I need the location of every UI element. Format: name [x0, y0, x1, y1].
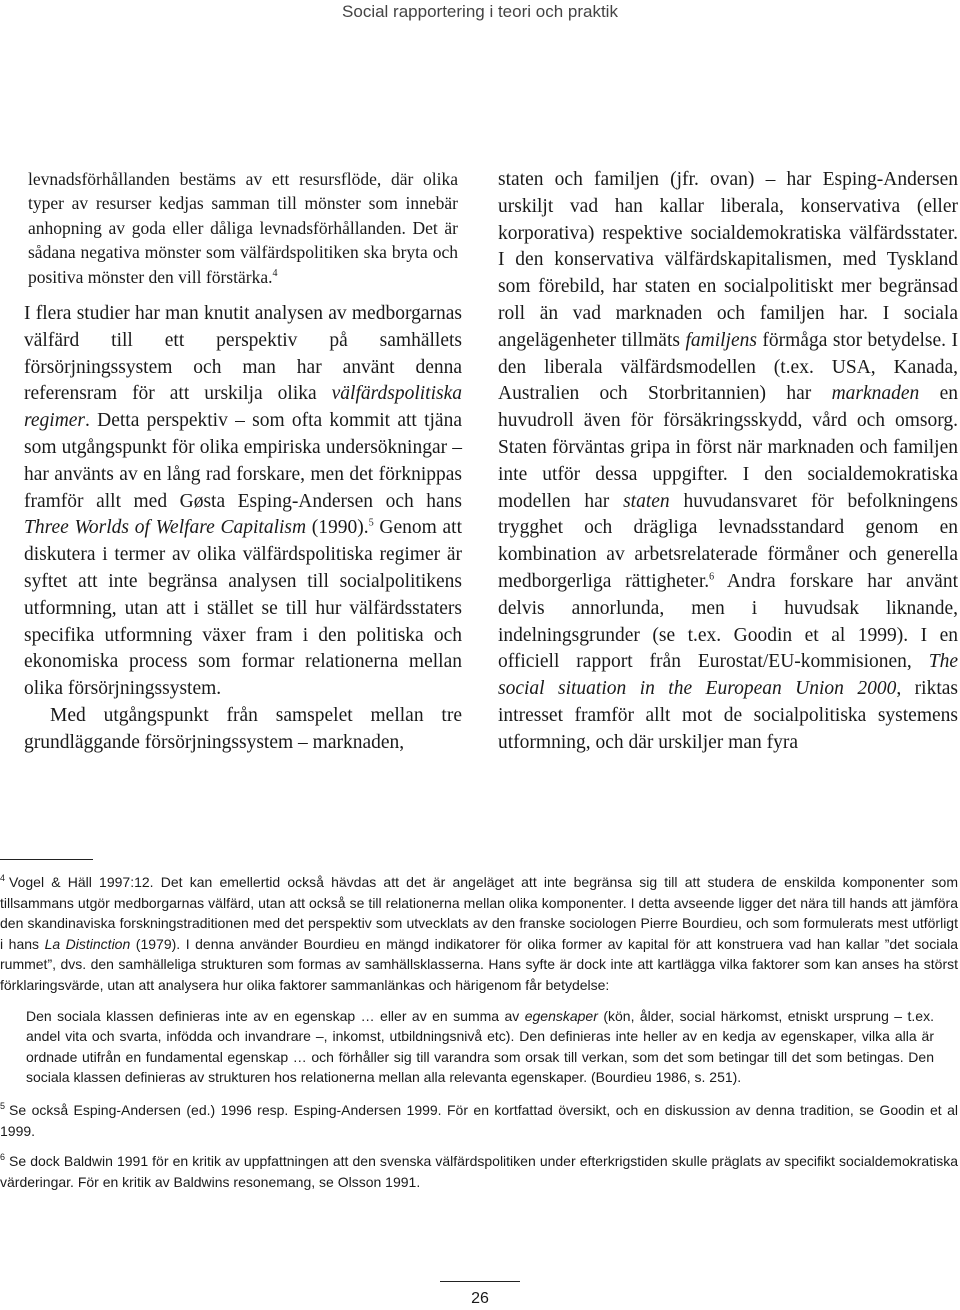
footnote-4: [0, 872, 958, 996]
paragraph-text: huvudansvaret för befolkningens trygghet och drägliga levnadsstandard genom en kombination av arbetsrelaterade förmåner och generella medborgerliga rättigheter.: [498, 490, 958, 592]
page-number-rule: [440, 1281, 520, 1282]
paragraph-text: , riktas intresset framför allt mot de socialpolitiska systemens utformning, och där urskiljer man fyra: [498, 678, 958, 753]
footnote-6: [0, 1151, 958, 1192]
block-quote: [28, 167, 458, 289]
book-title: La Distinction: [44, 935, 131, 952]
paragraph-text: I flera studier har man knutit analysen av medborgarnas välfärd till ett perspektiv på samhällets försörjningssystem och man har använt denna referensram för att urskilja olika: [24, 303, 462, 405]
footnote-5: [0, 1100, 958, 1141]
emphasis-staten: staten: [623, 490, 670, 512]
paragraph-text: (1990).: [306, 517, 369, 539]
quote-text: (kön, ålder, social härkomst, etniskt ursprung – t.ex. andel vita och svarta, infödda och invandrare –, inkomst, utbildningsnivå etc). Den definieras inte heller av en kedja av egenskaper, vilka alla är ordnade utifrån en fundamental egenskap … och förhåller sig till varandra som orsak till verkan, som det som betingar till det som betingas. Den sociala klassen definieras av strukturen hos relationerna mellan alla relevanta egenskaper. (Bourdieu 1986, s. 251).: [26, 1007, 934, 1086]
paragraph-text: staten och familjen (jfr. ovan) – har Esping-Andersen urskiljt vad han kallar liberala, konservativa (eller korporativa) respektive socialdemokratiska välfärdsstater. I den konservativa välfärdskapitalismen, med Tyskland som förebild, har staten en socialpolitiskt mer begränsad roll än vad marknaden och familjen har. I sociala angelägenheter tillmäts: [498, 169, 958, 351]
emphasis-term: välfärdspolitiska regimer: [24, 383, 462, 432]
footnote-text: Se dock Baldwin 1991 för en kritik av uppfattningen att den svenska välfärdspolitiken under efterkrigstiden skulle präglats av specifikt socialdemokratiska värderingar. För en kritik av Baldwins resonemang, se Olsson 1991.: [0, 1153, 958, 1190]
paragraph-text: Andra forskare har använt delvis annorlunda, men i huvudsak liknande, indelningsgrunder (se t.ex. Goodin et al 1999). I en officiell rapport från Eurostat/EU-kommisionen,: [498, 570, 958, 673]
footnote-separator: [0, 859, 93, 860]
footnotes: [0, 872, 958, 1202]
left-column: [24, 167, 462, 757]
quote-text: Den sociala klassen definieras inte av en egenskap … eller av en summa av: [26, 1007, 525, 1024]
footnote-number: 5: [0, 1101, 6, 1112]
paragraph-systems: Med utgångspunkt från samspelet mellan tre grundläggande försörjningssystem – marknaden,: [24, 704, 462, 753]
book-title: Three Worlds of Welfare Capitalism: [24, 517, 307, 539]
block-quote-text: levnadsförhållanden bestäms av ett resursflöde, där olika typer av resurser kedjas samman till mönster som innebär anhopning av goda eller dåliga levnadsförhållanden. Det är sådana negativa mönster som välfärdspolitiken ska bryta och positiva mönster den vill förstärka.: [28, 169, 458, 287]
footnote-4-quote: [26, 1006, 934, 1088]
right-column: [498, 167, 958, 757]
footnote-text: Se också Esping-Andersen (ed.) 1996 resp. Esping-Andersen 1999. För en kortfattad översikt, och en diskussion av denna tradition, se Goodin et al 1999.: [0, 1101, 958, 1139]
footnote-ref-5[interactable]: 5: [368, 517, 374, 529]
paragraph-text: förmåga stor betydelse. I den liberala välfärdsmodellen (t.ex. USA, Kanada, Australien och Storbritannien) har: [498, 329, 958, 405]
emphasis-marknaden: marknaden: [831, 383, 920, 405]
page-number: 26: [471, 1290, 489, 1307]
footnote-text: (1979). I denna använder Bourdieu en mängd indikatorer för olika former av kapital för att konstruera vad han kallar ”det sociala rummet”, dvs. den samhälleliga strukturen som formas av samhällsklasserna. Hans syfte är dock inte att kartlägga vilka faktorer som kan anses ha störst förklaringsvärde, utan att analysera hur olika faktorer sammanlänkas och härigenom får betydelse:: [0, 935, 959, 993]
paragraph-regimes: [24, 301, 462, 703]
emphasis-egenskaper: egenskaper: [524, 1007, 598, 1024]
paragraph-welfare-states: [498, 167, 958, 757]
paragraph-text: en huvudroll även för försäkringsskydd, vård och omsorg. Staten förväntas gripa in först när marknaden och familjen inte utför dessa uppgifter. I den socialdemokratiska modellen har: [498, 383, 959, 512]
report-title: The social situation in the European Union 2000: [498, 651, 958, 700]
footnote-number: 6: [0, 1152, 6, 1163]
footnote-text: Vogel & Häll 1997:12. Det kan emellertid också hävdas att det är angeläget att inte begränsa sig till att studera de enskilda komponenter som tillsammans utgör medborgarnas välfärd, utan att också se till relationerna mellan olika komponenter. I detta avseende ligger det nära till hands att jämföra den skandinaviska forskningstraditionen med det perspektiv som utvecklats av den franske sociologen Pierre Bourdieu, och som formulerats mest utförligt i hans: [0, 874, 958, 952]
emphasis-familjens: familjens: [685, 329, 757, 351]
paragraph-text: Genom att diskutera i termer av olika välfärdspolitiska regimer är syftet att inte begränsa analysen till socialpolitikens utformning, utan att i stället se till hur välfärdsstaters specifika utformning växer fram i den politiska och ekonomiska process som formar relationerna mellan olika försörjningssystem.: [24, 517, 462, 700]
footnote-ref-4[interactable]: 4: [272, 267, 278, 279]
footnote-ref-6[interactable]: 6: [709, 571, 715, 583]
running-header: Social rapportering i teori och praktik: [342, 2, 618, 21]
paragraph-text: . Detta perspektiv – som ofta kommit att tjäna som utgångspunkt för olika empiriska undersökningar – har använts av en lång rad forskare, men det förknippas framför allt med Gøsta Esping-Andersen och hans: [24, 410, 462, 512]
footnote-number: 4: [0, 873, 6, 884]
